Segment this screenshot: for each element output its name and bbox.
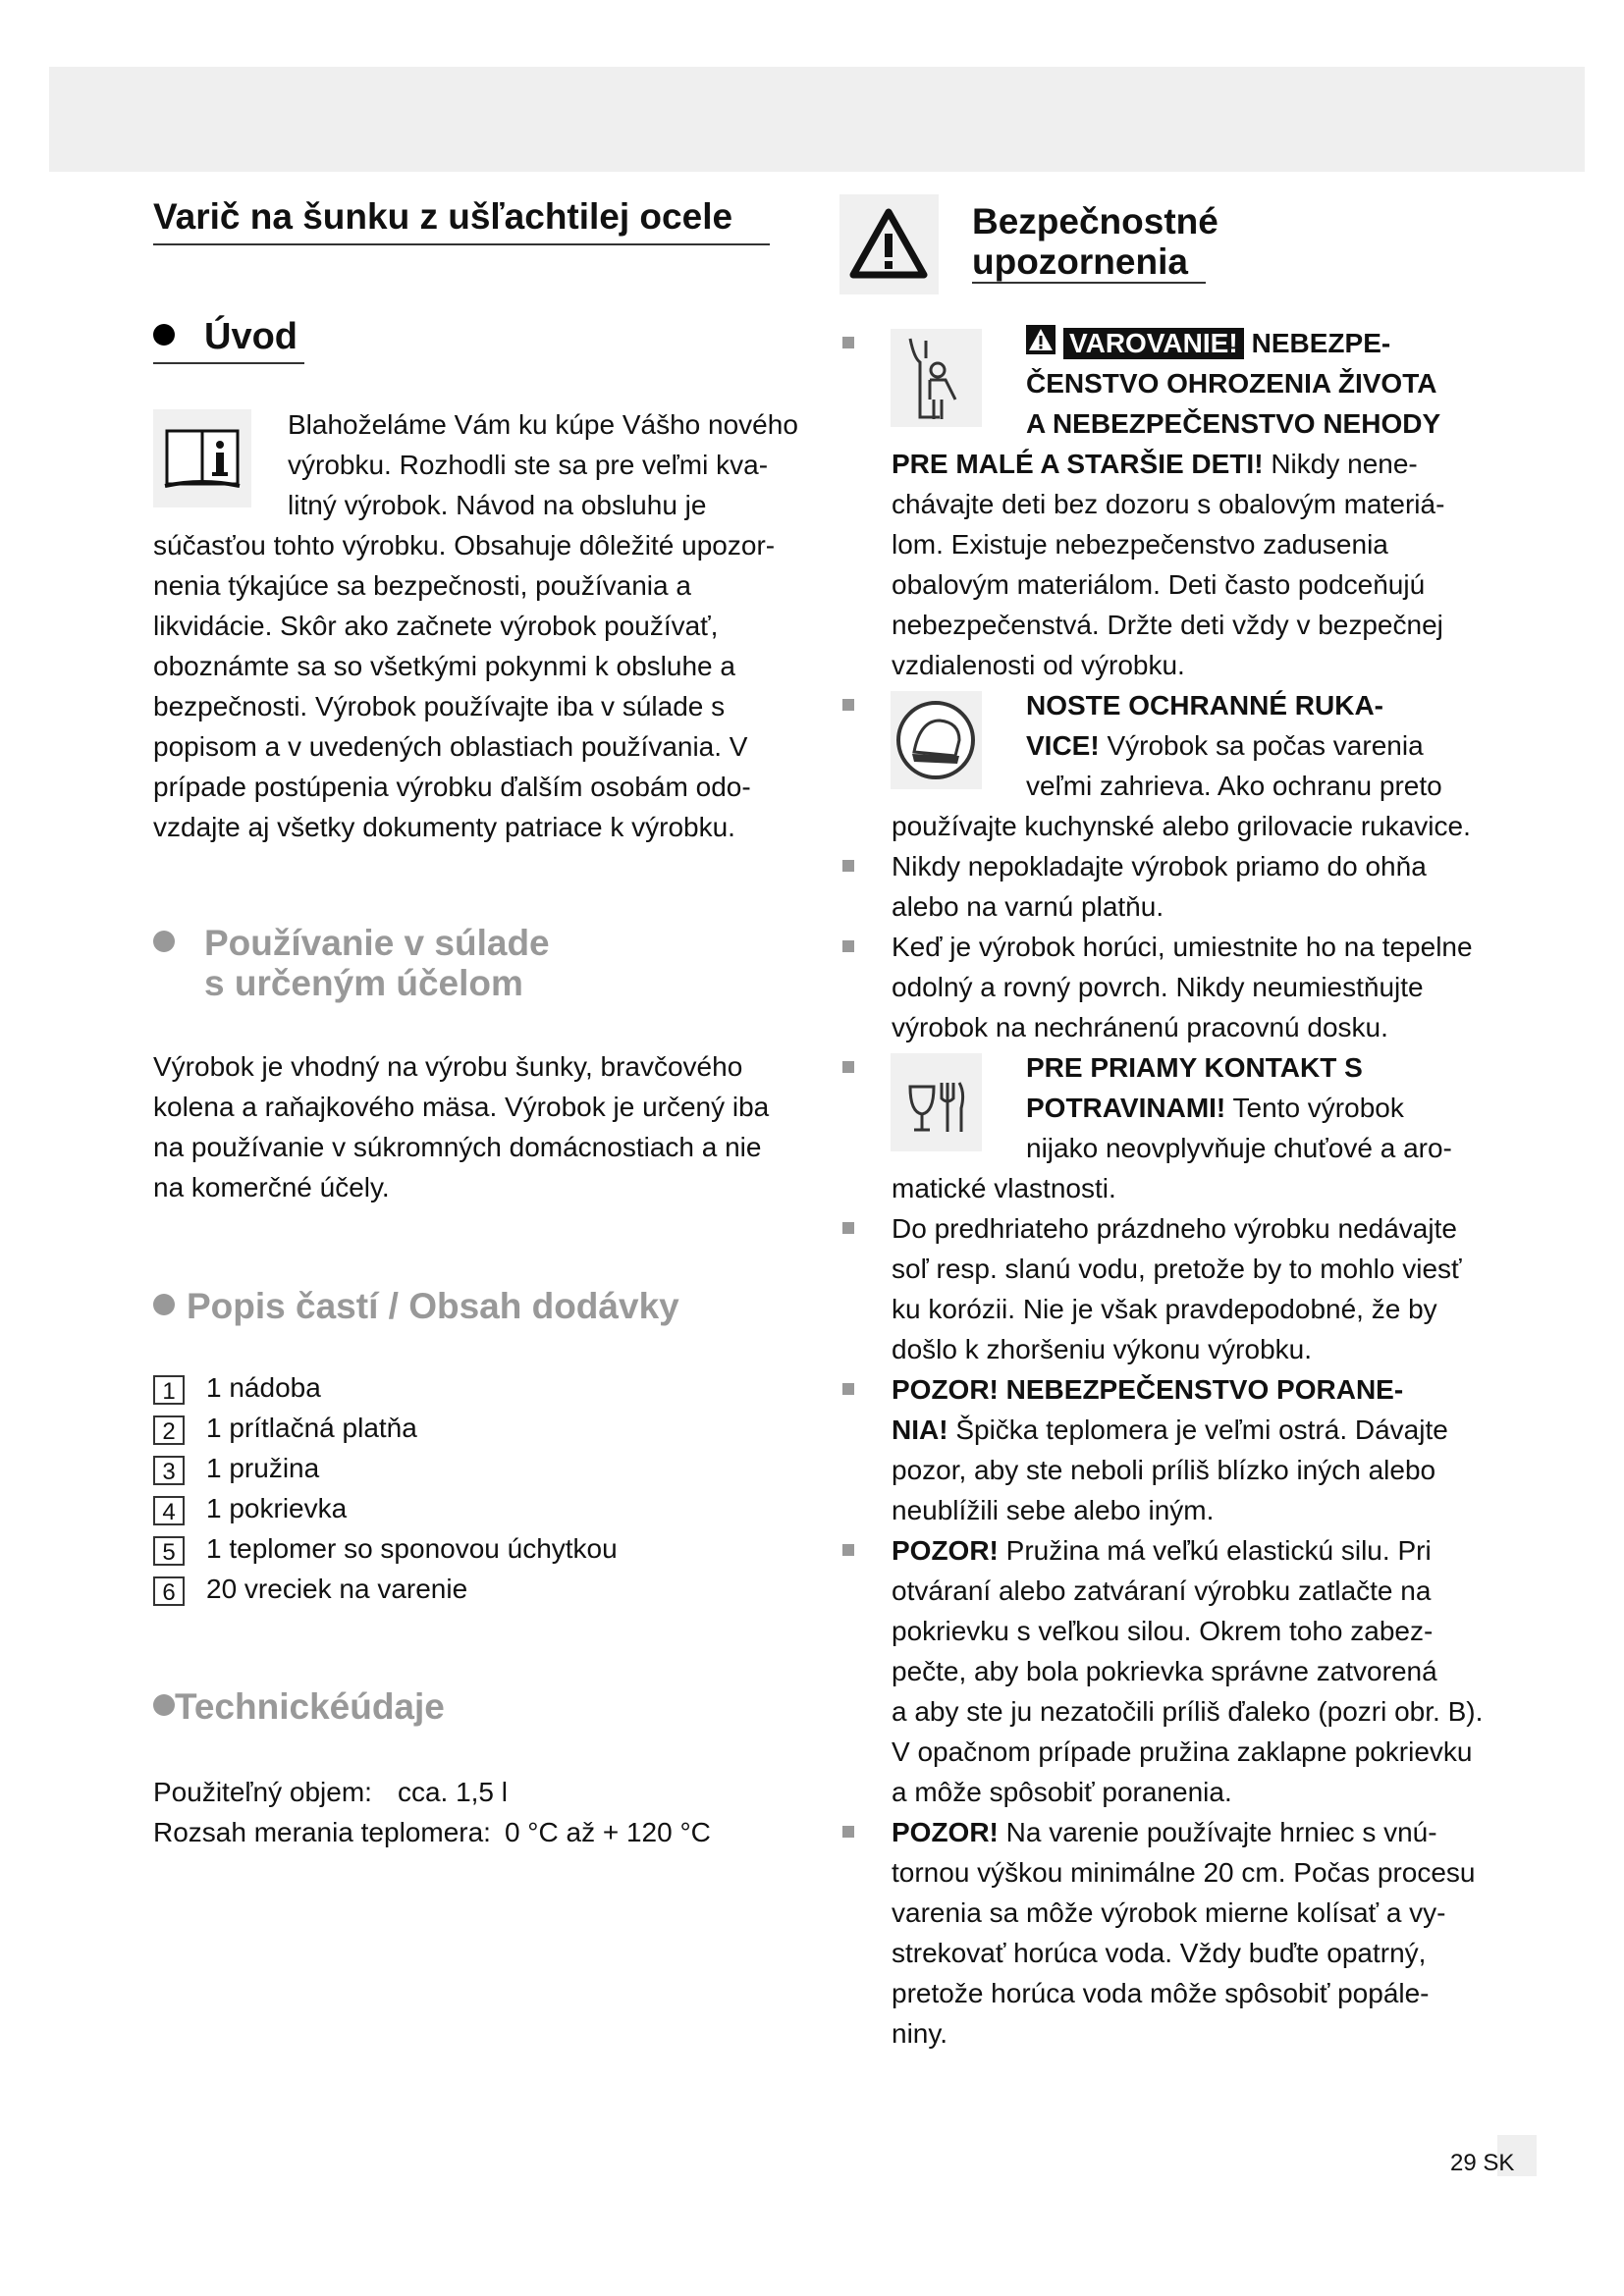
parts-list [153,1367,618,1609]
part-number: 3 [153,1456,185,1485]
intro-heading [153,316,304,364]
regular-text: kolena a raňajkového mäsa. Výrobok je určený iba [153,1092,770,1122]
part-label: 1 pokrievka [206,1493,348,1523]
warning-badge: VAROVANIE! [1063,328,1244,359]
regular-text: prípade postúpenia výrobku ďalším osobám odo- [153,772,751,802]
regular-text: nijako neovplyvňuje chuťové a aro- [1026,1133,1452,1163]
text-line [892,1329,1462,1369]
bold-text: POZOR! [892,1817,999,1847]
text-line [892,1933,1476,1973]
bold-text: ČENSTVO OHROZENIA ŽIVOTA [1026,368,1437,399]
tech-heading [153,1686,445,1727]
text-line [892,444,1444,484]
regular-text: Výrobok sa počas varenia [1099,730,1424,761]
regular-text: nebezpečenstvá. Držte deti vždy v bezpečnej [892,610,1443,640]
usage-heading [153,923,550,1003]
intro-paragraph [153,404,798,847]
regular-text: matické vlastnosti. [892,1173,1116,1203]
regular-text: a môže spôsobiť poranenia. [892,1777,1232,1807]
regular-text: popisom a v uvedených oblastiach používania. V [153,731,748,762]
regular-text: Keď je výrobok horúci, umiestnite ho na tepelne [892,932,1473,962]
regular-text: strekovať horúca voda. Vždy buďte opatrný, [892,1938,1427,1968]
text-line [892,1691,1483,1732]
text-line [892,484,1444,524]
text-line [892,524,1444,564]
regular-text: výrobku. Rozhodli ste sa pre veľmi kva- [288,450,769,480]
text-line [153,565,798,606]
parts-list-item [153,1408,618,1448]
text-line [892,1611,1483,1651]
text-line [153,726,798,767]
intro-heading-text: Úvod [204,316,298,357]
text-line [892,886,1427,927]
usage-paragraph [153,1046,769,1207]
text-line [892,1168,1452,1208]
text-line [892,1369,1448,1410]
regular-text: ku korózii. Nie je však pravdepodobné, že by [892,1294,1437,1324]
text-line [153,1087,769,1127]
text-line [892,1772,1483,1812]
bold-text: POZOR! NEBEZPEČENSTVO PORANE- [892,1374,1404,1405]
text-line [892,1208,1462,1249]
text-line [153,767,798,807]
spec-value: 0 °C až + 120 °C [504,1817,711,1847]
regular-text: tornou výškou minimálne 20 cm. Počas procesu [892,1857,1476,1888]
bold-text: POZOR! [892,1535,999,1566]
regular-text: obalovým materiálom. Deti často podceňujú [892,569,1426,600]
regular-text: na používanie v súkromných domácnostiach a nie [153,1132,762,1162]
bold-text: NIA! [892,1415,948,1445]
regular-text: Na varenie používajte hrniec s vnú- [998,1817,1437,1847]
text-line [892,766,1471,806]
safety-item [892,927,1473,1047]
text-line [892,605,1444,645]
text-line [892,1047,1452,1088]
regular-text: používajte kuchynské alebo grilovacie rukavice. [892,811,1471,841]
part-number: 1 [153,1375,185,1405]
regular-text: vzdialenosti od výrobku. [892,650,1185,680]
bold-text: NOSTE OCHRANNÉ RUKA- [1026,690,1383,721]
warning-triangle-icon [1026,325,1056,365]
bullet-square-icon [842,337,854,348]
spec-label: Rozsah merania teplomera: [153,1817,491,1847]
regular-text: soľ resp. slanú vodu, pretože by to mohlo viesť [892,1254,1462,1284]
text-line [153,807,798,847]
regular-text: na komerčné účely. [153,1172,390,1202]
tech-row [153,1772,711,1812]
regular-text: litný výrobok. Návod na obsluhu je [288,490,707,520]
regular-text: Výrobok je vhodný na výrobu šunky, bravčového [153,1051,743,1082]
part-label: 1 teplomer so sponovou úchytkou [206,1533,618,1564]
regular-text: veľmi zahrieva. Ako ochranu preto [1026,771,1442,801]
text-line [153,686,798,726]
text-line [892,846,1427,886]
regular-text: Špička teplomera je veľmi ostrá. Dávajte [947,1415,1448,1445]
regular-text: otváraní alebo zatváraní výrobku zatlačte na [892,1575,1432,1606]
text-line [892,363,1444,403]
safety-item [892,685,1471,846]
parts-list-item [153,1448,618,1488]
text-line [892,1973,1476,2013]
part-number: 4 [153,1496,185,1525]
regular-text: Do predhriateho prázdneho výrobku nedávajte [892,1213,1457,1244]
text-line [892,1732,1483,1772]
regular-text: oboznámte sa so všetkými pokynmi k obsluhe a [153,651,735,681]
safety-item [892,1047,1452,1208]
text-line [892,645,1444,685]
usage-heading-line: Používanie v súlade [204,923,550,963]
text-line [892,1893,1476,1933]
tech-specs [153,1772,711,1852]
text-line [892,1651,1483,1691]
text-line [153,404,798,445]
safety-item [892,846,1427,927]
text-line [153,485,798,525]
text-line [892,1088,1452,1128]
regular-text: došlo k zhoršeniu výkonu výrobku. [892,1334,1312,1364]
regular-text: likvidácie. Skôr ako začnete výrobok používať, [153,611,719,641]
regular-text: pozor, aby ste neboli príliš blízko iných alebo [892,1455,1436,1485]
regular-text: bezpečnosti. Výrobok používajte iba v súlade s [153,691,726,721]
text-line [153,1046,769,1087]
text-line [892,1410,1448,1450]
text-line [892,1289,1462,1329]
bold-text: PRE PRIAMY KONTAKT S [1026,1052,1363,1083]
parts-list-item [153,1569,618,1609]
regular-text: alebo na varnú platňu. [892,891,1164,922]
text-line [892,1249,1462,1289]
text-line [892,1530,1483,1571]
bold-text: VICE! [1026,730,1100,761]
bullet-square-icon [842,1383,854,1395]
text-line [892,323,1444,363]
spec-label: Použiteľný objem: [153,1777,372,1807]
bullet-square-icon [842,1222,854,1234]
bullet-dot-icon [153,1294,175,1315]
regular-text: Nikdy nene- [1263,449,1418,479]
text-line [892,1490,1448,1530]
regular-text: Tento výrobok [1225,1093,1404,1123]
safety-item [892,1530,1483,1812]
safety-item [892,1208,1462,1369]
text-line [153,1167,769,1207]
bullet-square-icon [842,1061,854,1073]
bullet-square-icon [842,1826,854,1838]
usage-heading-line: s určeným účelom [204,963,523,1003]
bold-text: POTRAVINAMI! [1026,1093,1226,1123]
safety-heading [972,201,1218,284]
tech-row [153,1812,711,1852]
bullet-square-icon [842,860,854,872]
text-line [892,1812,1476,1852]
spec-value: cca. 1,5 l [397,1777,509,1807]
text-line [892,725,1471,766]
warning-triangle-icon [839,194,939,294]
regular-text: varenia sa môže výrobok mierne kolísať a vy- [892,1897,1446,1928]
parts-heading [153,1286,679,1326]
part-label: 20 vreciek na varenie [206,1574,468,1604]
regular-text: súčasťou tohto výrobku. Obsahuje dôležité upozor- [153,530,776,561]
page-number: 29 SK [1450,2150,1515,2176]
text-line [892,927,1473,967]
regular-text: pretože horúca voda môže spôsobiť popále- [892,1978,1430,2008]
part-label: 1 nádoba [206,1372,321,1403]
text-line [892,967,1473,1007]
bold-text: NEBEZPE- [1251,328,1391,358]
regular-text: V opačnom prípade pružina zaklapne pokrievku [892,1736,1473,1767]
regular-text: lom. Existuje nebezpečenstvo zadusenia [892,529,1388,560]
safety-item [892,1812,1476,2054]
bullet-dot-icon [153,931,175,952]
bold-text: A NEBEZPEČENSTVO NEHODY [1026,408,1441,439]
document-title: Varič na šunku z ušľachtilej ocele [153,196,770,245]
safety-heading-line: upozornenia [972,241,1206,284]
part-number: 5 [153,1536,185,1566]
text-line [892,685,1471,725]
text-line [892,403,1444,444]
text-line [892,564,1444,605]
bullet-square-icon [842,1544,854,1556]
bullet-dot-icon [153,1694,175,1716]
bullet-square-icon [842,940,854,952]
regular-text: Blahoželáme Vám ku kúpe Vášho nového [288,409,798,440]
regular-text: odolný a rovný povrch. Nikdy neumiestňujte [892,972,1424,1002]
text-line [892,1450,1448,1490]
part-label: 1 prítlačná platňa [206,1413,417,1443]
safety-heading-line: Bezpečnostné [972,201,1218,241]
text-line [153,606,798,646]
text-line [892,1007,1473,1047]
part-label: 1 pružina [206,1453,320,1483]
text-line [892,806,1471,846]
regular-text: niny. [892,2018,948,2049]
parts-list-item [153,1528,618,1569]
text-line [892,1128,1452,1168]
regular-text: Nikdy nepokladajte výrobok priamo do ohňa [892,851,1427,881]
regular-text: pečte, aby bola pokrievka správne zatvorená [892,1656,1437,1686]
text-line [892,1852,1476,1893]
text-line [892,2013,1476,2054]
text-line [153,1127,769,1167]
part-number: 2 [153,1415,185,1445]
text-line [153,646,798,686]
regular-text: a aby ste ju nezatočili príliš ďaleko (pozri obr. B). [892,1696,1484,1727]
parts-list-item [153,1488,618,1528]
part-number: 6 [153,1576,185,1606]
regular-text: neublížili sebe alebo iným. [892,1495,1215,1525]
text-line [892,1571,1483,1611]
parts-heading-text: Popis častí / Obsah dodávky [187,1286,679,1326]
text-line [153,445,798,485]
tech-heading-text: Technickéúdaje [175,1686,445,1727]
parts-list-item [153,1367,618,1408]
regular-text: výrobok na nechránenú pracovnú dosku. [892,1012,1388,1042]
regular-text: vzdajte aj všetky dokumenty patriace k výrobku. [153,812,735,842]
safety-item [892,1369,1448,1530]
text-line [153,525,798,565]
bullet-square-icon [842,699,854,711]
regular-text: pokrievku s veľkou silou. Okrem toho zabez- [892,1616,1434,1646]
regular-text: chávajte deti bez dozoru s obalovým materiá- [892,489,1445,519]
bullet-dot-icon [153,324,175,346]
regular-text: nenia týkajúce sa bezpečnosti, používania a [153,570,691,601]
bold-text: PRE MALÉ A STARŠIE DETI! [892,449,1264,479]
regular-text: Pružina má veľkú elastickú silu. Pri [998,1535,1432,1566]
header-band [49,67,1585,172]
safety-item [892,323,1444,685]
